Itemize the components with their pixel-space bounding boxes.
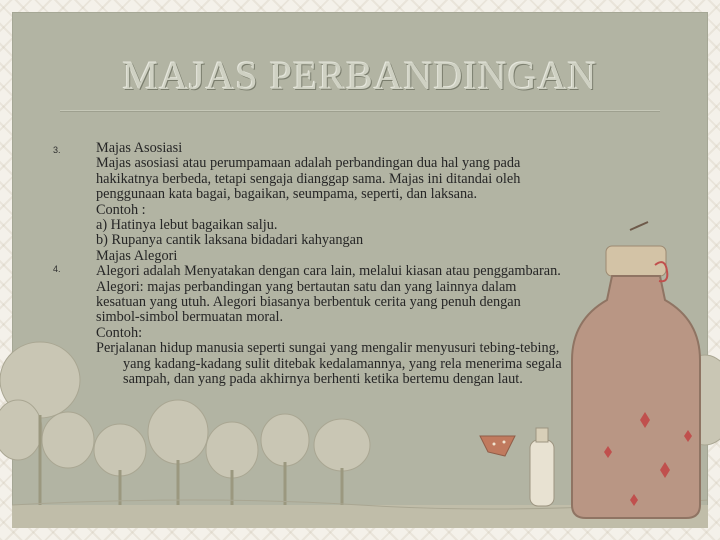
- item-number: 3.: [53, 145, 61, 155]
- body-line: a) Hatinya lebut bagaikan salju.: [96, 217, 278, 234]
- body-line: hakikatnya berbeda, tetapi sengaja dianggap sama. Majas ini ditandai oleh: [96, 170, 521, 187]
- title-divider: [60, 110, 660, 112]
- body-line: Contoh:: [96, 324, 143, 341]
- item-number: 4.: [53, 264, 61, 274]
- body-line: Contoh :: [96, 201, 146, 218]
- item-heading: Majas Alegori: [96, 247, 178, 264]
- example-line: Perjalanan hidup manusia seperti sungai yang mengalir menyusuri tebing-tebing,: [96, 340, 560, 357]
- example-line: yang kadang-kadang sulit ditebak kedalamannya, yang rela menerima segala: [123, 355, 562, 372]
- body-line: penggunaan kata bagai, bagaikan, seumpama, seperti, dan laksana.: [96, 186, 478, 203]
- body-line: Alegori: majas perbandingan yang bertautan satu dan yang lainnya dalam: [96, 278, 517, 295]
- body-line: kesatuan yang utuh. Alegori biasanya berbentuk cerita yang penuh dengan: [96, 294, 521, 311]
- body-line: Alegori adalah Menyatakan dengan cara lain, melalui kiasan atau penggambaran.: [96, 263, 561, 280]
- body-line: simbol-simbol bermuatan moral.: [96, 309, 284, 326]
- body-line: Majas asosiasi atau perumpamaan adalah perbandingan dua hal yang pada: [96, 155, 521, 172]
- slide-title: MAJAS PERBANDINGAN: [122, 53, 598, 98]
- slide-body: [96, 141, 696, 388]
- item-heading: Majas Asosiasi: [96, 140, 183, 156]
- example-line: sampah, dan yang pada akhirnya berhenti ketika bertemu dengan laut.: [123, 371, 523, 388]
- bottle-icon: [480, 428, 554, 506]
- body-line: b) Rupanya cantik laksana bidadari kahyangan: [96, 232, 364, 249]
